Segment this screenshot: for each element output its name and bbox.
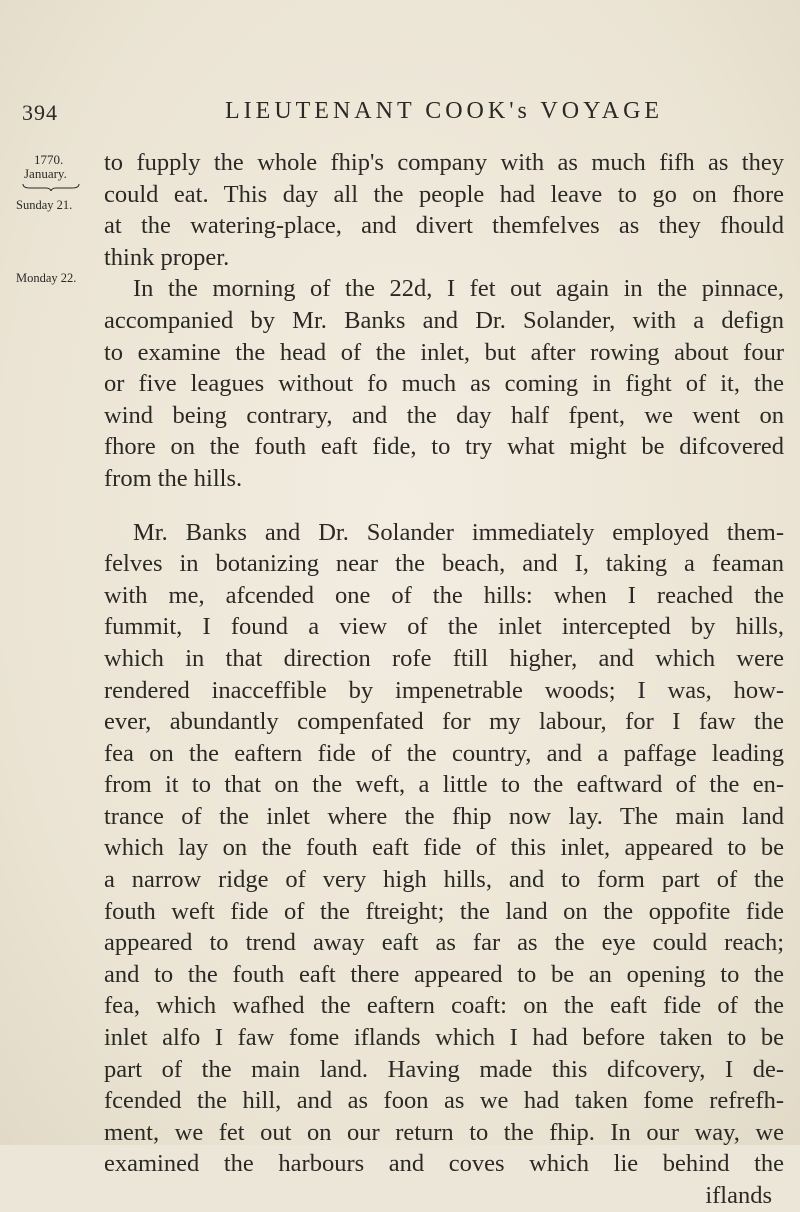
text-line: at the watering-place, and divert themfelves as they fhould [104, 212, 784, 240]
text-line: to examine the head of the inlet, but after rowing about four [104, 338, 784, 366]
text-line: fea, which wafhed the eaftern coaft: on the eaft fide of the [104, 992, 784, 1020]
text-line: ever, abundantly compenfated for my labour, for I faw the [104, 708, 784, 736]
text-line: felves in botanizing near the beach, and I, taking a feaman [104, 550, 784, 578]
text-line: fummit, I found a view of the inlet intercepted by hills, [104, 613, 784, 641]
text-line: In the morning of the 22d, I fet out again in the pinnace, [133, 275, 784, 303]
text-line: which in that direction rofe ftill higher, and which were [104, 644, 784, 672]
text-line: fhore on the fouth eaft fide, to try what might be difcovered [104, 433, 784, 461]
text-line: trance of the inlet where the fhip now lay. The main land [104, 802, 784, 830]
running-head: LIEUTENANT COOK's VOYAGE [225, 98, 664, 124]
text-line: inlet alfo I faw fome iflands which I had before taken to be [104, 1024, 784, 1052]
page-number: 394 [22, 100, 58, 125]
text-line: part of the main land. Having made this difcovery, I de- [104, 1055, 784, 1083]
margin-note-year: 1770. [34, 152, 64, 167]
margin-note-month: January. [24, 166, 67, 181]
text-line: examined the harbours and coves which lie behind the [104, 1150, 784, 1178]
margin-note-monday: Monday 22. [16, 271, 77, 285]
text-line: with me, afcended one of the hills: when I reached the [104, 581, 784, 609]
margin-brace-icon [22, 183, 80, 191]
text-line: a narrow ridge of very high hills, and to form part of the [104, 866, 784, 894]
text-line: from the hills. [104, 464, 243, 492]
text-line: Mr. Banks and Dr. Solander immediately employed them- [133, 518, 784, 546]
text-line: fcended the hill, and as foon as we had taken fome refrefh- [104, 1087, 784, 1115]
catchword: iflands [705, 1182, 772, 1209]
text-line: fea on the eaftern fide of the country, and a paffage leading [104, 739, 784, 767]
text-line: which lay on the fouth eaft fide of this inlet, appeared to be [104, 834, 784, 862]
text-line: could eat. This day all the people had leave to go on fhore [104, 180, 784, 208]
text-line: or five leagues without fo much as coming in fight of it, the [104, 370, 784, 398]
body-text [104, 147, 784, 1212]
margin-note-sunday: Sunday 21. [16, 198, 73, 212]
text-line: and to the fouth eaft there appeared to be an opening to the [104, 960, 784, 988]
text-line: rendered inacceffible by impenetrable woods; I was, how- [104, 676, 784, 704]
text-line: accompanied by Mr. Banks and Dr. Solander, with a defign [104, 306, 784, 334]
text-line: ment, we fet out on our return to the fhip. In our way, we [104, 1118, 784, 1146]
text-line: fouth weft fide of the ftreight; the land on the oppofite fide [104, 897, 784, 925]
text-line: appeared to trend away eaft as far as the eye could reach; [104, 929, 784, 957]
text-line: from it to that on the weft, a little to the eaftward of the en- [104, 771, 784, 799]
text-line: think proper. [104, 243, 230, 271]
text-line: wind being contrary, and the day half fpent, we went on [104, 401, 784, 429]
text-line: to fupply the whole fhip's company with as much fifh as they [104, 149, 784, 176]
